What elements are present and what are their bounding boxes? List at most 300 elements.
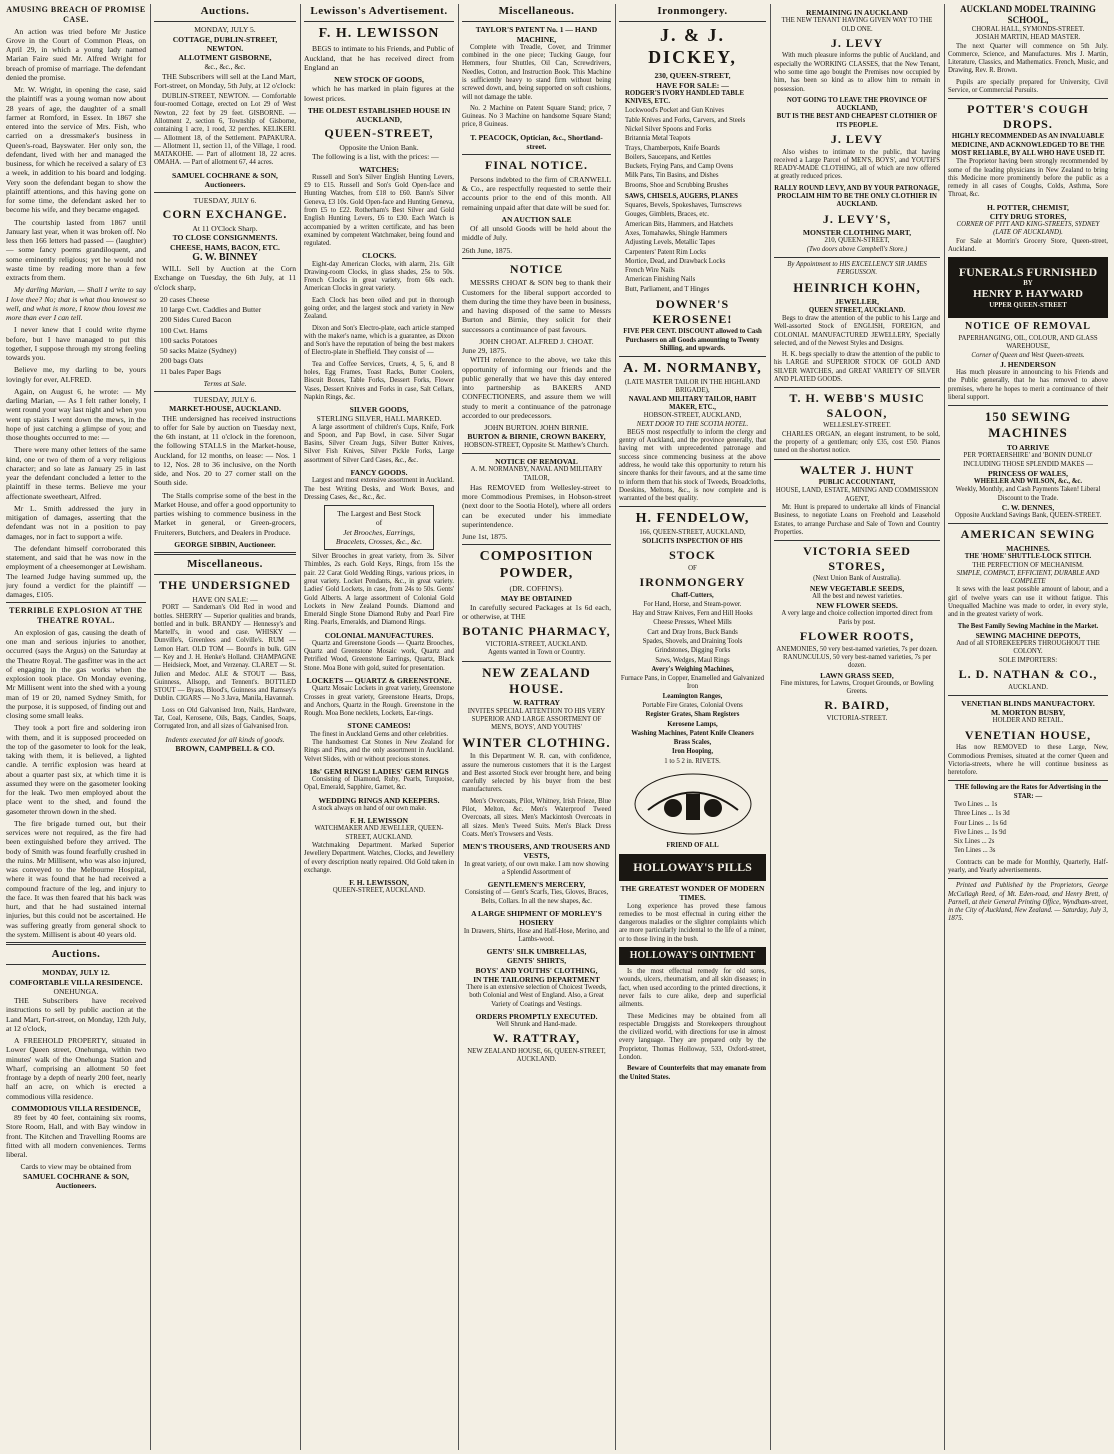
ad-heading: THE GREATEST WONDER OF MODERN TIMES. bbox=[620, 884, 765, 903]
ad-paragraph: Contracts can be made for Monthly, Quarterly, Half-yearly, and Yearly advertisements. bbox=[948, 858, 1108, 874]
ad-subheading: HAVE FOR SALE: — bbox=[656, 80, 729, 90]
ad-heading: THE UNDERSIGNED bbox=[158, 578, 292, 593]
stock-item: Leamington Ranges, bbox=[662, 692, 723, 700]
ad-subheading: NOT GOING TO LEAVE THE PROVINCE OF AUCKLAND, bbox=[786, 96, 928, 113]
ad-heading: BOTANIC PHARMACY, bbox=[462, 624, 611, 639]
ad-note: FIVE PER CENT. DISCOUNT allowed to Cash Purchasers on all Goods amounting to Twenty Shilling, and upwards. bbox=[623, 328, 762, 352]
ad-heading: FINAL NOTICE. bbox=[484, 158, 589, 173]
funerals-address: UPPER QUEEN-STREET bbox=[989, 301, 1067, 309]
ad-heading: The Best Family Sewing Machine in the Market. bbox=[957, 622, 1099, 630]
ad-subheading: BUT IS THE BEST AND CHEAPEST CLOTHIER OF ITS PEOPLE. bbox=[776, 113, 938, 129]
holloway-pills-banner: HOLLOWAY'S PILLS bbox=[619, 854, 766, 881]
stock-item: Washing Machines, Patent Knife Cleaners bbox=[631, 729, 754, 737]
stock-item: Carpenters' Patent Rim Locks bbox=[625, 248, 707, 256]
stock-item: Cart and Dray Irons, Buck Bands bbox=[647, 628, 738, 636]
advertiser-name: A. M. NORMANBY, bbox=[623, 361, 762, 377]
stock-item: Milk Pans, Tin Basins, and Dishes bbox=[625, 172, 719, 180]
rates-heading: THE following are the Rates for Advertising in the STAR: — bbox=[954, 784, 1102, 800]
ad-signature: JOHN BURTON. JOHN BIRNIE. bbox=[484, 423, 589, 433]
ad-heading: A LARGE SHIPMENT OF MORLEY'S HOSIERY bbox=[471, 909, 602, 928]
ad-note: Indents executed for all kinds of goods. bbox=[165, 734, 285, 744]
ad-heading: REMAINING IN AUCKLAND bbox=[806, 8, 908, 17]
ad-heading: AN AUCTION SALE bbox=[501, 214, 572, 224]
ad-paragraph: BEGS most respectfully to inform the clergy and gentry of Auckland, and the province generally, that having met with unprecedented patronage and success since commencing business at the above address, he would take this opportunity to return his sincere thanks for their favours, and at the same time to inform them that his stock of Tweeds, Broadcloths, Doeskins, Meltons, &c., is now complete and is warranted of the best quality. bbox=[619, 428, 766, 503]
auction-paragraph: THE Subscribers will sell at the Land Mart, Fort-street, on Monday, 5th July, at 12 o'clock: bbox=[154, 71, 296, 90]
rate-item: Three Lines ... 1s 3d bbox=[954, 810, 1010, 818]
funerals-name: HENRY P. HAYWARD bbox=[973, 288, 1083, 301]
lot-item: 20 cases Cheese bbox=[160, 294, 210, 304]
ad-paragraph: The handsomest Cat Stones in New Zealand for Rings and Pins, and the only assortment in Auckland. Velvet Slides, with or without precious stones. bbox=[304, 738, 454, 763]
ad-subheading: THE PERFECTION OF MECHANISM. bbox=[972, 561, 1084, 569]
auction-heading: COMMODIOUS VILLA RESIDENCE, bbox=[11, 1103, 141, 1113]
stock-item: French Wire Nails bbox=[625, 267, 675, 275]
auction-paragraph: THE undersigned has received instructions to offer for Sale by auction on Tuesday next, the 6th instant, at 11 o'clock in the forenoon, the following STALLS in the Market-house, Auckland, for 12 months, on lease: — Nos. 1 to 12, Nos. 28 to 36 inclusive, on the North side, and Nos. 20 to 27 corner stall on the South side. bbox=[154, 413, 296, 488]
ad-paragraph: The next Quarter will commence on 5th July. Commerce, Science, and Manufactures. Mrs J. Martin, Literature, Classics, and Mathematics. French, Music, and Drawing, Rev. R. Brown. bbox=[948, 42, 1108, 75]
ad-paragraph: Each Clock has been oiled and put in thorough going order, and the largest stock and variety in New Zealand. bbox=[304, 296, 454, 321]
ad-paragraph: Persons indebted to the firm of CRANWELL & Co., are respectfully requested to settle their accounts prior to the end of this month. All remaining unpaid after that date will be sued for. bbox=[462, 174, 611, 212]
ad-heading: WHEELER AND WILSON, &c., &c. bbox=[973, 478, 1083, 486]
ad-signature-sub: WATCHMAKER AND JEWELLER, QUEEN-STREET, AUCKLAND. bbox=[314, 825, 444, 841]
lot-item: 11 bales Paper Bags bbox=[160, 366, 222, 376]
advertiser-name: T. H. WEBB'S MUSIC SALOON, bbox=[789, 391, 925, 420]
ad-subheading: HOLDER AND RETAIL. bbox=[992, 717, 1064, 725]
printer-imprint: Printed and Published by the Proprietors, George McCullagh Reed, of Mt. Eden-road, and Henry Brett, of Parnell, at their General Printing Office, Wyndham-street, in the City of Auckland, New Zealand. — Saturday, July 3, 1875. bbox=[948, 882, 1108, 923]
ad-address: AUCKLAND. bbox=[1008, 683, 1048, 691]
ad-subheading: THE 'HOME' SHUTTLE-LOCK STITCH. bbox=[964, 553, 1092, 561]
stock-item: Kerosene Lamps, bbox=[667, 720, 718, 728]
ad-subheading: SIMPLE, COMPACT, EFFICIENT, DURABLE AND COMPLETE bbox=[956, 569, 1100, 586]
holloway-motto: FRIEND OF ALL bbox=[666, 842, 719, 850]
ad-heading: STONE CAMEOS! bbox=[347, 721, 411, 731]
section-title-auctions: Auctions. bbox=[51, 948, 101, 960]
ad-heading: WATCHES: bbox=[359, 164, 399, 174]
ad-subheading: HOUSE, LAND, ESTATE, MINING AND COMMISSION AGENT, bbox=[775, 487, 939, 503]
holloway-illustration bbox=[619, 770, 766, 851]
ad-paragraph: Watchmaking Department. Marked Superior Jewellery Department. Watches, Clocks, and Jewellery of every description neatly repaired. Old Gold taken in exchange. bbox=[304, 841, 454, 874]
ad-subheading: SOLICITS INSPECTION OF HIS bbox=[642, 537, 743, 545]
ad-heading: COMPOSITION POWDER, bbox=[479, 549, 594, 582]
ad-heading: SILVER GOODS, bbox=[349, 405, 409, 415]
stock-item: For Hand, Horse, and Steam-power. bbox=[643, 600, 742, 608]
auction-heading: MARKET-HOUSE, AUCKLAND. bbox=[169, 404, 281, 414]
ad-subheading: HOBSON-STREET, Opposite St. Matthew's Church. bbox=[464, 441, 609, 449]
ad-paragraph: Silver Brooches in great variety, from 3s. Silver Thimbles, 2s each. Gold Keys, Rings, from 15s the pair. 22 Carat Gold Wedding Rings, various prices, in great variety. Locket Pendants, &c., in great variety. Ladies' Gold Lockets, in case, from 24s to 50s. Gents' Gold Alberts. A large assortment of Colonial Gold Lockets in New Zealand Pounds. Diamond and Emerald Single Stone Diamond Ruby and Pearl Fire Ring. Pearls, Emeralds, and Diamond Rings. bbox=[304, 553, 454, 627]
advertiser-name: HEINRICH KOHN, bbox=[793, 279, 921, 295]
stock-item: American Bits, Hammers, and Hatchets bbox=[625, 220, 733, 228]
column-6 bbox=[774, 4, 940, 1450]
lot-item: 50 sacks Maize (Sydney) bbox=[160, 346, 237, 355]
ad-paragraph: H. K. begs specially to draw the attention of the public to his LARGE and SUPERIOR STOCK OF GOLD AND SILVER WATCHES, and GREAT VARIETY OF SILVER AND PLATED GOODS. bbox=[774, 351, 940, 383]
ad-paragraph: In great variety, of our own make. I am now showing a Splendid Assortment of bbox=[464, 860, 609, 876]
auctioneer-signature: SAMUEL COCHRANE & SON, Auctioneers. bbox=[172, 170, 278, 189]
ad-subheading: W. RATTRAY bbox=[513, 698, 560, 708]
ad-address: HOBSON-STREET, AUCKLAND, bbox=[643, 412, 742, 420]
ad-heading: LAWN GRASS SEED, bbox=[820, 670, 894, 680]
ad-heading: THE OLDEST ESTABLISHED HOUSE IN AUCKLAND, bbox=[307, 105, 451, 125]
stock-item: Hay and Straw Knives, Fern and Hill Hooks bbox=[632, 610, 753, 618]
auctioneer-name: G. W. BINNEY bbox=[192, 251, 258, 263]
ad-paragraph: Dixon and Son's Electro-plate, each article stamped with the maker's name, which is a guarantee, as Dixon and Son's have the reputation of being the best makers of Electro-plate in Sheffield. They consist of — bbox=[304, 324, 454, 357]
auction-heading: TO CLOSE CONSIGNMENTS. bbox=[172, 233, 278, 243]
stock-item: American Finishing Nails bbox=[625, 276, 696, 284]
auction-heading: CORN EXCHANGE. bbox=[162, 207, 288, 222]
column-3 bbox=[304, 4, 454, 1450]
auction-foot: Cards to view may be obtained from bbox=[20, 1162, 132, 1172]
ad-paragraph: INVITES SPECIAL ATTENTION TO HIS VERY SUPERIOR AND LARGE ASSORTMENT OF MEN'S, BOYS', AND YOUTHS' bbox=[467, 707, 606, 732]
stock-item: Spades, Shovels, and Draining Tools bbox=[642, 637, 743, 645]
ad-paragraph: Consisting of Diamond, Ruby, Pearls, Turquoise, Opal, Emerald, Sapphire, Garnet, &c. bbox=[304, 776, 454, 792]
ad-subheading: JEWELLER, bbox=[834, 297, 880, 307]
ad-heading: 18s' GEM RINGS! LADIES' GEM RINGS bbox=[309, 766, 449, 776]
ad-signature: T. PEACOCK, Optician, &c., Shortland-street. bbox=[470, 132, 603, 151]
ad-subheading: HIGHLY RECOMMENDED AS AN INVALUABLE MEDICINE, AND ACKNOWLEDGED TO BE THE MOST RELIABLE, BY ALL WHO HAVE USED IT. bbox=[951, 133, 1105, 157]
ad-date: June 29, 1875. bbox=[462, 346, 507, 356]
ad-address: CORNER OF PITT AND KING-STREETS, SYDNEY (LATE OF AUCKLAND). bbox=[956, 221, 1100, 237]
stock-item: Adjusting Levels, Metallic Tapes bbox=[625, 239, 716, 247]
stock-item: Saws, Wedges, Maul Rings bbox=[655, 656, 730, 664]
lot-item: 100 Cwt. Hams bbox=[160, 325, 208, 335]
auction-paragraph: The Stalls comprise some of the best in the Market House, and offer a good opportunity to parties wishing to commence business in the Market in general, or Green-grocers, Fruiterers, Butchers, and Dealers in Produce. bbox=[154, 490, 296, 537]
stock-item: Avery's Weighing Machines, bbox=[651, 665, 734, 673]
auction-paragraph: DUBLIN-STREET, NEWTON. — Comfortable four-roomed Cottage, erected on Lot 29 of West Newton, 22 feet by 29 feet. GISBORNE. — Allotment 2, section 6, Township of Gisborne, containing 1 acre, 1 rood, 32 perches. KELIKERI. — Allotment 18, of the Settlement. PAPAKURA. — Allotment 11, section 11, of the Village, 1 rood. MATAKOHE. — Part of allotment 18, 22 acres. OMAHA. — Part of allotment 67, 44 acres. bbox=[154, 93, 296, 167]
ad-paragraph: CHARLES ORGAN, an elegant instrument, to be sold, the property of a gentleman; only £35, cost £50. Pianos tuned on the shortest notice. bbox=[774, 430, 940, 455]
section-title-auctions: Auctions. bbox=[200, 5, 250, 17]
ad-address: Opposite Auckland Savings Bank, QUEEN-STREET. bbox=[954, 512, 1102, 520]
ad-paragraph: Eight-day American Clocks, with alarm, 21s. Gilt Drawing-room Clocks, in glass shades, 25s to 50s. French Clocks in great variety, from 60s each. American Clocks in great variety. bbox=[304, 260, 454, 293]
ad-heading: SEWING MACHINE DEPOTS, bbox=[975, 630, 1081, 640]
stock-item: Cheese Presses, Wheel Mills bbox=[653, 619, 732, 627]
column-4 bbox=[462, 4, 611, 1450]
ad-heading: NEW STOCK OF GOODS, bbox=[334, 75, 424, 85]
ad-date: 26th June, 1875. bbox=[462, 245, 513, 255]
ad-heading: FLOWER ROOTS, bbox=[799, 629, 915, 644]
ad-note: Weekly, Monthly, and Cash Payments Taken! Liberal Discount to the Trade. bbox=[955, 486, 1101, 502]
ad-heading: MEN'S TROUSERS, AND TROUSERS AND VESTS, bbox=[462, 842, 611, 861]
advertiser-name: J. LEVY bbox=[830, 131, 884, 146]
rate-item: Two Lines ... 1s bbox=[954, 800, 998, 808]
stock-item: Trays, Chamberpots, Knife Boards bbox=[625, 144, 720, 152]
stock-item: Grindstones, Digging Forks bbox=[654, 647, 731, 655]
ad-paragraph: With much pleasure informs the public of Auckland, and especially the WORKING CLASSES, that the New Tenant, who some time ago bought the Premises now occupied by him, has been so kind as to allow him to remain in possession. bbox=[774, 52, 940, 93]
ad-address: QUEEN-STREET, AUCKLAND. bbox=[332, 887, 426, 895]
stock-list-right bbox=[619, 193, 766, 294]
auction-heading: COMFORTABLE VILLA RESIDENCE. bbox=[9, 977, 143, 987]
ad-paragraph: For Sale at Morrin's Grocery Store, Queen-street, Auckland. bbox=[948, 237, 1108, 254]
auction-heading: CHEESE, HAMS, BACON, ETC. bbox=[170, 242, 280, 252]
auction-date: MONDAY, JULY 12. bbox=[42, 968, 110, 978]
ad-paragraph: In carefully secured Packages at 1s 6d each, or otherwise, at THE bbox=[462, 602, 611, 622]
section-title-misc: Miscellaneous. bbox=[187, 558, 263, 570]
advertiser-name: J. LEVY'S, bbox=[822, 211, 892, 226]
stock-item: SAWS, CHISELS, AUGERS, PLANES bbox=[625, 192, 738, 200]
advertiser-name: J. & J. DICKEY, bbox=[648, 25, 737, 68]
ad-signature: JOHN CHOAT. ALFRED J. CHOAT. bbox=[479, 336, 594, 346]
ad-paragraph: Russell and Son's Silver English Hunting Levers, £9 to £15. Russell and Son's Gold Open-face and Hunting Watches, from £18 to £60. Bann's Silver Geneva, £3 10s. Gold Open-face and Hunting Geneva, from £5 to £22. Rotherham's Best Silver and Gold English Hunting Levers, £6 to £30. Each Watch is accompanied by a written certificate, and has been examined by competent Watchmaker, being found and regulated. bbox=[304, 173, 454, 248]
ad-note: All the best and newest varieties. bbox=[812, 592, 902, 600]
ad-heading: NEW FLOWER SEEDS. bbox=[816, 601, 898, 611]
ad-paragraph: Pupils are specially prepared for University, Civil Service, or Commercial Pursuits. bbox=[948, 78, 1108, 94]
letter-quote: My darling Marian, — Shall I write to say I love thee? No; that is what thou knowest so well, and what is more, I know thou lovest me more than ever I can tell. bbox=[6, 285, 146, 322]
ad-address: (Next Union Bank of Australia). bbox=[813, 575, 901, 583]
stock-item: Butt, Parliament, and T Hinges bbox=[625, 285, 710, 293]
stock-item: 1 to 5 2 in. RIVETS. bbox=[664, 757, 721, 765]
lot-item: 10 large Cwt. Caddies and Butter bbox=[160, 305, 262, 314]
rate-item: Six Lines ... 2s bbox=[954, 838, 995, 846]
ad-subheading: OF bbox=[688, 564, 697, 572]
ad-note: Fine mixtures, for Lawns, Croquet Grounds, or Bowling Greens. bbox=[780, 679, 934, 696]
auction-date: MONDAY, JULY 5. bbox=[194, 25, 256, 35]
ad-paragraph: Begs to draw the attention of the public to his Large and Well-assorted Stock of ENGLISH, FOREIGN, and COLONIAL MANUFACTURED JEWELLERY, Specially selected, and of the Newest Styles and Designs. bbox=[774, 314, 940, 347]
ad-heading: 150 SEWING MACHINES bbox=[984, 409, 1072, 441]
ad-subheading: (LATE MASTER TAILOR IN THE HIGHLAND BRIGADE), bbox=[624, 379, 761, 395]
auction-heading: COTTAGE, DUBLIN-STREET, NEWTON. bbox=[172, 34, 278, 53]
funerals-title: FUNERALS FURNISHED bbox=[958, 265, 1098, 280]
article-paragraph: Mr. W. Wright, in opening the case, said the plaintiff was a young woman now about 28 years of age, the daughter of a small farmer at Romford, in Essex. In 1867 she entered into the service of Mrs. Fish, who carried on a dressmaker's business in Queen's-road, Bayswater. Her only son, the defendant, lived with her and managed the business, for which he received a salary of £3 a week, in addition to his board and lodging. Very soon the defendant began to show the plaintiff attentions, and this having gone on for some time, the defendant asked her to become his wife, and they became engaged. bbox=[6, 85, 146, 215]
box-line: of bbox=[375, 518, 383, 528]
ad-heading: GENTS' SHIRTS, bbox=[506, 956, 567, 966]
ad-subheading: PAPERHANGING, OIL, COLOUR, AND GLASS WAREHOUSE, bbox=[958, 335, 1098, 351]
auctioneer-signature: GEORGE SIBBIN, Auctioneer. bbox=[174, 539, 276, 549]
advertiser-name: H. FENDELOW, bbox=[635, 511, 750, 527]
ad-signature: M. MORTON BUSBY, bbox=[991, 708, 1065, 718]
ad-address: VICTORIA-STREET. bbox=[826, 714, 888, 722]
ad-note: A very large and choice collection imported direct from Paris by post. bbox=[781, 610, 933, 626]
article-paragraph: An action was tried before Mr Justice Grove in the Court of Common Pleas, on April 29, in which a young lady named Marian Faire sued Mr. Alfred Wright for breach of promise of marriage. The defendant denied the promise. bbox=[6, 26, 146, 82]
ad-paragraph: Mr. Hunt is prepared to undertake all kinds of Financial Business, to negotiate Loans on Freehold and Leasehold Estates, to arrange Purchase and Sale of Town and Country Properties. bbox=[774, 504, 940, 536]
article-paragraph: Mr L. Smith addressed the jury in mitigation of damages, asserting that the defendant was not in a position to pay damages, nor in fact to support a wife. bbox=[6, 503, 146, 541]
ad-paragraph: Complete with Treadle, Cover, and Trimmer combined in the one piece; Tucking Gauge, four Hemmers, four Shuttles, Oil Can, Screwdrivers, Needles, Cotton, and Instruction Book. This Machine is sufficiently heavy to stand firm without being screwed down, and, being supported on soft cushions, will not damage the table. bbox=[462, 43, 611, 101]
ad-heading: IN THE TAILORING DEPARTMENT bbox=[473, 974, 600, 984]
ad-heading: QUEEN-STREET, bbox=[324, 126, 434, 141]
ad-heading: CLOCKS. bbox=[362, 251, 396, 261]
ad-address: QUEEN STREET, AUCKLAND. bbox=[808, 306, 906, 314]
advertiser-name: VICTORIA SEED STORES, bbox=[803, 544, 911, 573]
ad-subheading: MACHINES. bbox=[1006, 544, 1050, 554]
ad-signature: H. POTTER, CHEMIST, bbox=[987, 202, 1069, 212]
column-2 bbox=[154, 4, 296, 1450]
funerals-banner bbox=[948, 257, 1108, 318]
ad-subheading: The finest in Auckland Gems and other celebrities. bbox=[309, 730, 449, 738]
ad-paragraph: A large assortment of children's Cups, Knife, Fork and Spoon, and Pap Bowl, in case. Silver Sugar Basins, Silver Cream Jugs, Silver Butter Knives, Silver Fish Knives, Silver Pickle Forks, Large assortment of Silver Card Cases, &c., &c. bbox=[304, 423, 454, 464]
royal-appointment: By Appointment to HIS EXCELLENCY SIR JAMES FERGUSSON. bbox=[787, 261, 927, 277]
ad-subheading: STERLING SILVER, HALL MARKED. bbox=[316, 414, 442, 424]
ad-heading: VENETIAN BLINDS MANUFACTORY. bbox=[961, 698, 1095, 708]
article-paragraph: Believe me, my darling to be, yours lovingly for ever, ALFRED. bbox=[6, 365, 146, 384]
ad-heading: VENETIAN HOUSE, bbox=[964, 727, 1092, 742]
ad-subheading: PER 'PORTAERSHIRE' and 'BONIN DUNLO' bbox=[963, 452, 1093, 460]
ad-heading: NEW VEGETABLE SEEDS, bbox=[809, 583, 905, 593]
article-paragraph: I never knew that I could write rhyme before, but I have managed to put this together, I suppose through my strong feeling towards you. bbox=[6, 325, 146, 362]
ad-paragraph: Consisting of — Gent's Scarfs, Ties, Gloves, Braces, Belts, Collars. In all the new shapes, &c. bbox=[464, 889, 609, 905]
ad-paragraph: The following is a list, with the prices: — bbox=[312, 152, 439, 162]
ad-subheading: (DR. COFFIN'S). bbox=[509, 584, 564, 594]
ad-address: 230, QUEEN-STREET, bbox=[654, 71, 731, 81]
ad-heading: AUCKLAND MODEL TRAINING SCHOOL, bbox=[960, 4, 1096, 25]
ad-paragraph: WITH reference to the above, we take this opportunity of informing our friends and the public generally that we have this day entered into partnership as BAKERS AND CONFECTIONERS, and assure them we will study to merit a continuance of the patronage accorded to our predecessors. bbox=[462, 355, 611, 420]
ad-paragraph: It sews with the least possible amount of labour, and a girl of twelve years can use it without fatigue. This Unequalled Machine was made to order, in every style, and in the greatest variety of work. bbox=[948, 586, 1108, 619]
auction-date: TUESDAY, JULY 6. bbox=[193, 196, 257, 206]
stock-item: Portable Fire Grates, Colonial Ovens bbox=[642, 701, 743, 709]
stock-item: Furnace Pans, in Copper, Enamelled and Galvanized Iron bbox=[620, 675, 765, 691]
article-paragraph: An explosion of gas, causing the death of one man and serious injuries to another, occurred (says the Argus) on the Saturday at the Theatre Royal. The gasfitter was in the act of engaging in the gas works when the explosion took place. On Monday evening, Mr Millisent went into the shed with a young man of 19 or 20, named Sydney Smith, for the purpose, it is supposed, of finding out and closing some small leaks. bbox=[6, 627, 146, 720]
ad-paragraph: In this Department W. R. can, with confidence, assure the numerous customers that it is the Largest and Best assorted Stock ever brought here, and being carefully selected by his buyer from the best manufacturers. bbox=[462, 753, 611, 794]
section-title-lewisson: Lewisson's Advertisement. bbox=[310, 5, 448, 17]
ad-paragraph: Largest and most extensive assortment in Auckland. The best Writing Desks, and Work Boxes, and Dressing Cases, &c., &c., &c. bbox=[304, 477, 454, 501]
ad-signature: C. W. DENNES, bbox=[1001, 502, 1055, 512]
article-paragraph: Again, on August 6, he wrote: — My darling Marian, — As I felt rather lonely, I went round your way last night and when you went up stairs I went down the mews, in the hope of just catching a glimpse of you; and those thoughts occurred to me: — bbox=[6, 386, 146, 442]
jet-stock-box bbox=[324, 505, 434, 550]
ad-paragraph: Has now REMOVED to these Large, New, Commodious Premises, situated at the corner Queen and Victoria-streets, where he will continue business as heretofore. bbox=[948, 744, 1108, 777]
ad-subheading: MONSTER CLOTHING MART, bbox=[802, 228, 912, 238]
ad-note: ANEMONIES, 50 very best-named varieties, 7s per dozen. RANUNCULUS, 50 very best-named varieties, 7s per dozen. bbox=[776, 645, 938, 670]
terms: Terms at Sale. bbox=[203, 378, 247, 388]
ad-subheading: VICTORIA-STREET, AUCKLAND. bbox=[485, 641, 588, 649]
ad-subheading: TO ARRIVE bbox=[1006, 443, 1050, 453]
ad-paragraph: Of all unsold Goods will be held about the middle of July. bbox=[462, 224, 611, 243]
stock-item: Brass Scales, bbox=[673, 739, 712, 747]
stock-item: Lockwood's Pocket and Gun Knives bbox=[625, 107, 725, 115]
box-line: Jet Brooches, Earrings, Bracelets, Crosses, &c., &c. bbox=[335, 527, 423, 546]
article-paragraph: They took a port fire and soldering iron with them, and it is supposed proceeded on the top of the gasometer to look for the leak, taking with them, it is believed, a lighted candle. A terrific explosion was heard at about a quarter past six, at which time it is assumed they were on the gasometer looking for the leak. Two men employed about the place went to the shed, and found the gasometer thrown down in the shed. bbox=[6, 723, 146, 816]
ad-paragraph: There is an extensive selection of Choicest Tweeds, both Colonial and West of England. Also, a Great Variety of Coatings and Vestings. bbox=[466, 984, 607, 1008]
ad-date: June 1st, 1875. bbox=[462, 532, 508, 542]
ad-heading: GENTLEMEN'S MERCERY, bbox=[487, 880, 586, 890]
auction-paragraph: THE Subscribers have received instructions to sell by public auction at the Land Mart, Fort-street, on Monday, 12th July, at 12 o'clock, bbox=[6, 996, 146, 1033]
ad-subheading: NAVAL AND MILITARY TAILOR, HABIT MAKER, ETC., bbox=[628, 395, 757, 412]
ad-paragraph: In Drawers, Shirts, Hose and Half-Hose, Merino, and Lambs-wool. bbox=[463, 927, 610, 943]
ad-paragraph: A stock always on hand of our own make. bbox=[312, 804, 427, 812]
article-paragraph: The courtship lasted from 1867 until January last year, when it was broken off. No less then 166 letters had passed — (laughter) — some fancy poems grandiloquent, and some eminently religious; yet he would not waste time by reading more than a few extracts from them. bbox=[6, 217, 146, 282]
article-title-explosion: TERRIBLE EXPLOSION AT THE THEATRE ROYAL. bbox=[9, 606, 143, 625]
ad-heading: WINTER CLOTHING. bbox=[462, 735, 611, 751]
column-5 bbox=[619, 4, 766, 1450]
stock-item: Register Grates, Sham Registers bbox=[645, 711, 740, 719]
stock-item: Gouges, Gimblets, Braces, etc. bbox=[625, 211, 709, 219]
rate-item: Ten Lines ... 3s bbox=[954, 847, 996, 855]
ad-heading: NOTICE OF REMOVAL bbox=[965, 320, 1091, 332]
ironmongery-list bbox=[619, 592, 766, 766]
ad-signature: CITY DRUG STORES, bbox=[989, 211, 1067, 221]
ad-heading: LOCKETS — QUARTZ & GREENSTONE. bbox=[306, 676, 452, 686]
stock-item: Nickel Silver Spoons and Forks bbox=[625, 125, 712, 133]
article-paragraph: The defendant himself corroborated this statement, and said that he was now in the employment of a cheesemonger at Lewisham. The learned Judge having summed up, the jury found a verdict for the plaintiff — damages, £105. bbox=[6, 543, 146, 599]
ad-subheading: SOLE IMPORTERS: bbox=[998, 656, 1058, 664]
ad-paragraph: Is the most effectual remedy for old sores, wounds, ulcers, rheumatism, and all skin diseases; in fact, when used according to the printed directions, it never fails to cure alike, deep and superficial ailments. bbox=[619, 968, 766, 1009]
ad-heading: PRINCESS OF WALES, bbox=[988, 468, 1068, 478]
ad-heading: IRONMONGERY bbox=[639, 574, 746, 589]
ad-heading: FANCY GOODS. bbox=[350, 468, 408, 478]
auction-paragraph: 89 feet by 40 feet, containing six rooms, Store Room, Hall, and with Bay window in front. The Kitchen and Travelling Rooms are fitted with all modern conveniences. Terms liberal. bbox=[6, 1113, 146, 1160]
ad-subheading: And of all STOREKEEPERS THROUGHOUT THE COLONY. bbox=[956, 640, 1100, 656]
section-title-misc: Miscellaneous. bbox=[498, 5, 575, 17]
ad-heading: GENTS' SILK UMBRELLAS, bbox=[486, 947, 587, 957]
funerals-by: BY bbox=[1023, 279, 1033, 287]
rate-item: Four Lines ... 1s 6d bbox=[954, 819, 1007, 827]
stock-item: Buckets, Frying Pans, and Camp Ovens bbox=[625, 163, 734, 171]
ad-paragraph: Men's Overcoats, Pilot, Whitney, Irish Frieze, Blue Pilot, Melton, &c. Men's Waterproof Tweed Overcoats, all sizes. Men's Mackintosh Overcoats in all sizes. Men's Tweed Suits. Men's Black Dress Coats. Men's Trowsers and Vests. bbox=[462, 797, 611, 838]
advertiser-name: J. LEVY bbox=[830, 35, 884, 50]
advertiser-name: WALTER J. HUNT bbox=[799, 462, 915, 477]
ad-subheading: JOSIAH MARTIN, HEAD MASTER. bbox=[975, 34, 1081, 42]
ad-paragraph: PORT — Sandeman's Old Red in wood and bottles. SHERRY — Superior qualities and brands, bottled and in bulk. BRANDY — Hennessy's and Martell's, in wood and case. WHISKY — Dunville's, Greenlees and Colville's. RUM — Lemon Hart. OLD TOM — Boord's in bulk. GIN — Key and J. H. Henke's Holland. CHAMPAGNE — Heidsieck, Moet, and Verzenay. CLARET — St. Julien and Medoc. ALE & STOUT — Bass, Guinness, Allsopp, and Tennent's. BOTTLED STOUT — Byass, Blood's, Guinness and Ramsey's Dublin. CIGARS — No 3 Java, Manila, Havannah. bbox=[154, 604, 296, 703]
ad-paragraph: Has much pleasure in announcing to his Friends and the Public generally, that he has removed to above premises, where he hopes to merit a continuance of their liberal support. bbox=[948, 369, 1108, 402]
ad-subheading: INCLUDING THOSE SPLENDID MAKES — bbox=[963, 460, 1093, 468]
ad-heading: ORDERS PROMPTLY EXECUTED. bbox=[475, 1011, 598, 1021]
stock-item: Iron Hooping, bbox=[671, 748, 714, 756]
ad-heading: NOTICE bbox=[509, 261, 564, 276]
auction-subheading: &c., &c., &c. bbox=[204, 62, 246, 72]
lot-list bbox=[154, 295, 296, 376]
ad-paragraph: Quartz and Greenstone Goods — Quartz Brooches, Quartz and Greenstone Mosaic work, Quartz and Petrified Wood, Greenstone Earrings, Quartz, Black Stone. Moa Bone with gold, suited for presentation. bbox=[304, 639, 454, 672]
stock-list-left bbox=[619, 90, 766, 190]
ad-address: CHORAL HALL, SYMONDS-STREET. bbox=[971, 25, 1085, 33]
auctioneer-signature: SAMUEL COCHRANE & SON, Auctioneers. bbox=[23, 1171, 129, 1190]
ad-paragraph: Loss on Old Galvanised Iron, Nails, Hardware, Tar, Coal, Kerosene, Oils, Bags, Candles, Soaps, Corrugated Iron, and all sizes of Galvanised Iron. bbox=[154, 706, 296, 731]
ad-paragraph: These Medicines may be obtained from all respectable Druggists and Storekeepers throughout the civilized world, with directions for use in almost every language. They are prepared only by the Proprietor, Thomas Holloway, 533, Oxford-street, London. bbox=[619, 1012, 766, 1061]
ad-signature: L. D. NATHAN & CO., bbox=[958, 666, 1098, 681]
ad-paragraph: Quartz Mosaic Lockets in great variety, Greenstone Crosses in great variety, Greenstone Hearts, Drops, and Anchors, Quartz in the Rough. Greenstone in the Rough. Moa Bone necklets, Lockets, Ear-rings. bbox=[304, 685, 454, 718]
ad-paragraph: BEGS to intimate to his Friends, and Public of Auckland, that he has received direct from England an bbox=[304, 44, 454, 72]
column-1 bbox=[6, 4, 146, 1450]
ad-paragraph: The Proprietor having been strongly recommended by some of the leading physicians in New Zealand to bring this Medicine more prominently before the public as a remedy in all cases of Coughs, Colds, Asthma, Sore Throat, &c. bbox=[948, 158, 1108, 199]
ad-paragraph: Long experience has proved these famous remedies to be most effectual in curing either the dangerous maladies or the slighter complaints which are more particularly incidental to the life of a miner, or to those living in the bush. bbox=[619, 902, 766, 943]
ad-heading: STOCK bbox=[669, 548, 716, 563]
ad-heading: BOYS' AND YOUTHS' CLOTHING, bbox=[475, 965, 598, 975]
ad-paragraph: Beware of Counterfeits that may emanate from the United States. bbox=[619, 1065, 766, 1081]
ad-address: (Two doors above Campbell's Store.) bbox=[806, 245, 908, 253]
ad-heading: COLONIAL MANUFACTURES. bbox=[324, 630, 434, 640]
ad-subheading: THE NEW TENANT HAVING GIVEN WAY TO THE OLD ONE. bbox=[781, 17, 933, 33]
ad-paragraph: which he has marked in plain figures at the lowest prices. bbox=[304, 84, 454, 103]
ad-heading: DOWNER'S KEROSENE! bbox=[652, 297, 733, 326]
ad-address: 210, QUEEN-STREET, bbox=[824, 237, 890, 245]
ad-heading: TAYLOR'S PATENT No. 1 — HAND MACHINE, bbox=[475, 25, 598, 44]
stock-item: Britannia Metal Teapots bbox=[625, 135, 691, 143]
ad-signature: F. H. LEWISSON, bbox=[349, 878, 409, 888]
ad-paragraph: Tea and Coffee Services, Cruets, 4, 5, 6, and 8 holes, Egg Frames, Toast Racks, Butter Coolers, Biscuit Boxes, Table Forks, Dessert Forks, Flower Vases, Dessert Knives and Forks in case, Salt Cellars, Napkin Rings, &c. bbox=[304, 360, 454, 401]
stock-item: Squares, Bevels, Spokeshaves, Turnscrews bbox=[625, 202, 742, 210]
stock-item: Chaff-Cutters, bbox=[671, 591, 714, 599]
article-paragraph: There were many other letters of the same kind, one or two of them of a very religious character; and so late as January 25 in last year the defendant concluded a letter to the plaintiff in these terms. Believe me your affectionate sweetheart, Alfred. bbox=[6, 445, 146, 501]
ad-paragraph: Has REMOVED from Wellesley-street to more Commodious Premises, in Hobson-street (next door to the Sootia Hotel), where all orders can be executed under his immediate superintendence. bbox=[462, 482, 611, 529]
ad-heading: AMERICAN SEWING bbox=[960, 527, 1096, 542]
box-line: The Largest and Best Stock bbox=[337, 509, 421, 519]
rates-list bbox=[948, 801, 1108, 856]
ad-paragraph: Also wishes to intimate to the public, that having received a Large Parcel of MEN'S, BOYS', and YOUTH'S READY-MADE CLOTHING, all of which are now offered at greatly reduced prices. bbox=[774, 148, 940, 181]
stock-item: Boilers, Saucepans, and Kettles bbox=[625, 153, 711, 161]
lot-item: 100 sacks Potatoes bbox=[160, 335, 218, 345]
ad-address: 166, QUEEN-STREET, AUCKLAND, bbox=[639, 529, 746, 537]
auction-paragraph: WILL Sell by Auction at the Corn Exchange on Tuesday, the 6th July, at 11 o'clock sharp, bbox=[154, 264, 296, 292]
holloway-crest-icon bbox=[628, 770, 758, 840]
ad-subheading: Opposite the Union Bank. bbox=[339, 143, 419, 153]
ad-heading: WEDDING RINGS AND KEEPERS. bbox=[318, 795, 440, 805]
column-7 bbox=[948, 4, 1108, 1450]
ad-heading: NEW ZEALAND HOUSE. bbox=[482, 664, 591, 696]
ad-address: WELLESLEY-STREET. bbox=[823, 422, 891, 430]
article-paragraph: The fire brigade turned out, but their services were not required, as the fire had been extinguished before they arrived. The body of Smith was found fearfully crushed in the ruins. Mr Millisent, who was also injured, was conveyed to the Melbourne Hospital, where it was found that he had received a compound fracture of the leg, and injury to the face. It was then feared that his back was hurt, and that he had sustained internal injuries, but this could not be ascertained. He was suffering greatly from general shock to the system. Millisent is about 40 years old. bbox=[6, 818, 146, 939]
auction-date: TUESDAY, JULY 6. bbox=[193, 395, 257, 404]
auction-heading: ALLOTMENT GISBORNE, bbox=[178, 53, 272, 63]
ad-signature: F. H. LEWISSON bbox=[350, 816, 408, 826]
ad-signature: W. RATTRAY, bbox=[492, 1031, 581, 1046]
advertiser-name: F. H. LEWISSON bbox=[318, 26, 440, 42]
ad-note: Well Shrunk and Hand-made. bbox=[496, 1021, 577, 1029]
stock-item: Table Knives and Forks, Carvers, and Steels bbox=[625, 116, 746, 124]
ad-address: NEXT DOOR TO THE SCOTIA HOTEL. bbox=[636, 420, 749, 428]
stock-item: Brooms, Shoe and Scrubbing Brushes bbox=[625, 181, 729, 189]
ad-heading: POTTER'S COUGH DROPS. bbox=[967, 102, 1089, 131]
